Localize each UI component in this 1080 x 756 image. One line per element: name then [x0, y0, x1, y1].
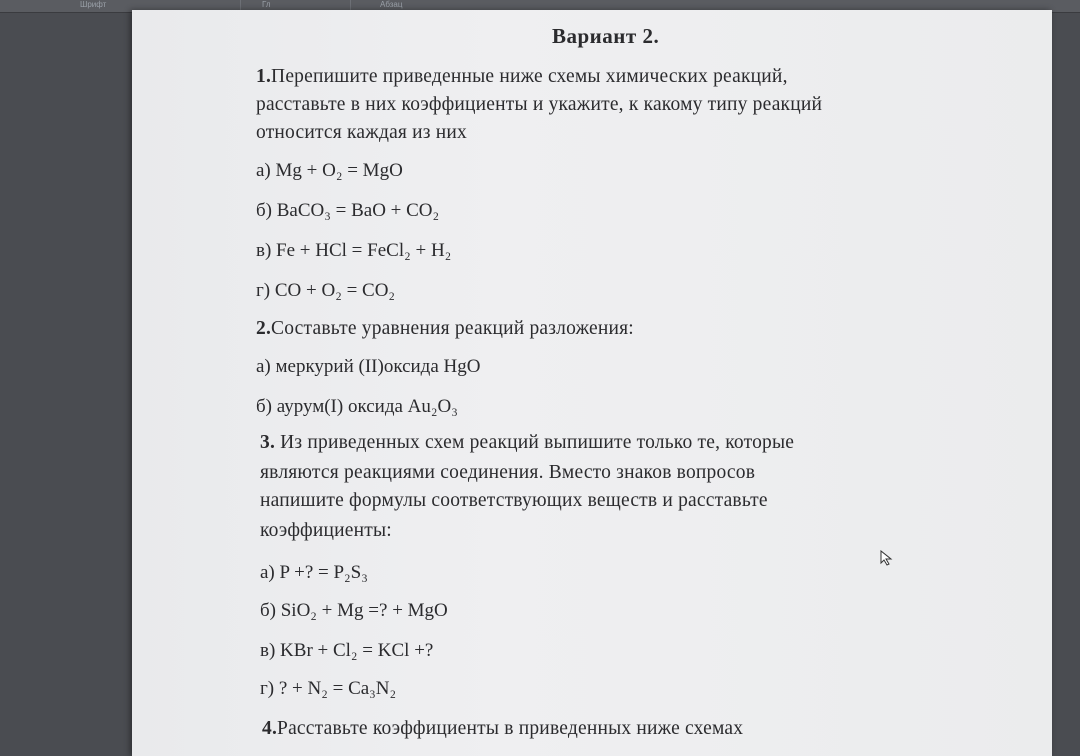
task3-item-a: а) P +? = P₂S₃	[260, 562, 368, 583]
task3-line2: являются реакциями соединения. Вместо знаков вопросов	[260, 462, 756, 483]
task3-line1: 3. Из приведенных схем реакций выпишите только те, которые	[260, 432, 795, 453]
document-page[interactable]	[132, 10, 1052, 756]
task3-item-b: б) SiO₂ + Mg =? + MgO	[260, 600, 448, 621]
task2-item-a: а) меркурий (II)оксида HgO	[256, 356, 481, 377]
task2-heading: 2.Составьте уравнения реакций разложения:	[256, 318, 634, 339]
task1-item-g: г) CO + O₂ = CO₂	[256, 280, 396, 301]
task2-number: 2.	[256, 318, 272, 339]
task1-number: 1.	[256, 66, 272, 87]
task1-item-a: а) Mg + O₂ = MgO	[256, 160, 403, 181]
task3-item-g: г) ? + N₂ = Ca₃N₂	[260, 678, 397, 699]
task1-line2: расставьте в них коэффициенты и укажите, к какому типу реакций	[256, 94, 823, 115]
ribbon-font-label[interactable]: Шрифт	[80, 0, 107, 9]
task3-item-v: в) KBr + Cl₂ = KCl +?	[260, 640, 434, 661]
task1-item-v: в) Fe + HCl = FeCl₂ + H₂	[256, 240, 452, 261]
ribbon-paragraph-label[interactable]: Абзац	[380, 0, 403, 9]
task4-heading: 4.Расставьте коэффициенты в приведенных ниже схемах	[262, 718, 744, 739]
task3-line4: коэффициенты:	[260, 520, 392, 541]
task4-number: 4.	[262, 718, 278, 739]
task3-number: 3.	[260, 432, 276, 453]
mouse-pointer-icon	[880, 550, 894, 566]
task2-item-b: б) аурум(I) оксида Au₂O₃	[256, 396, 458, 417]
task1-line1: 1.Перепишите приведенные ниже схемы химических реакций,	[256, 66, 788, 87]
ribbon-home-label[interactable]: Гл	[262, 0, 271, 9]
task1-line3: относится каждая из них	[256, 122, 467, 143]
task3-line3: напишите формулы соответствующих веществ и расставьте	[260, 490, 768, 511]
variant-title: Вариант 2.	[552, 24, 660, 48]
task1-item-b: б) BaCO₃ = BaO + CO₂	[256, 200, 440, 221]
